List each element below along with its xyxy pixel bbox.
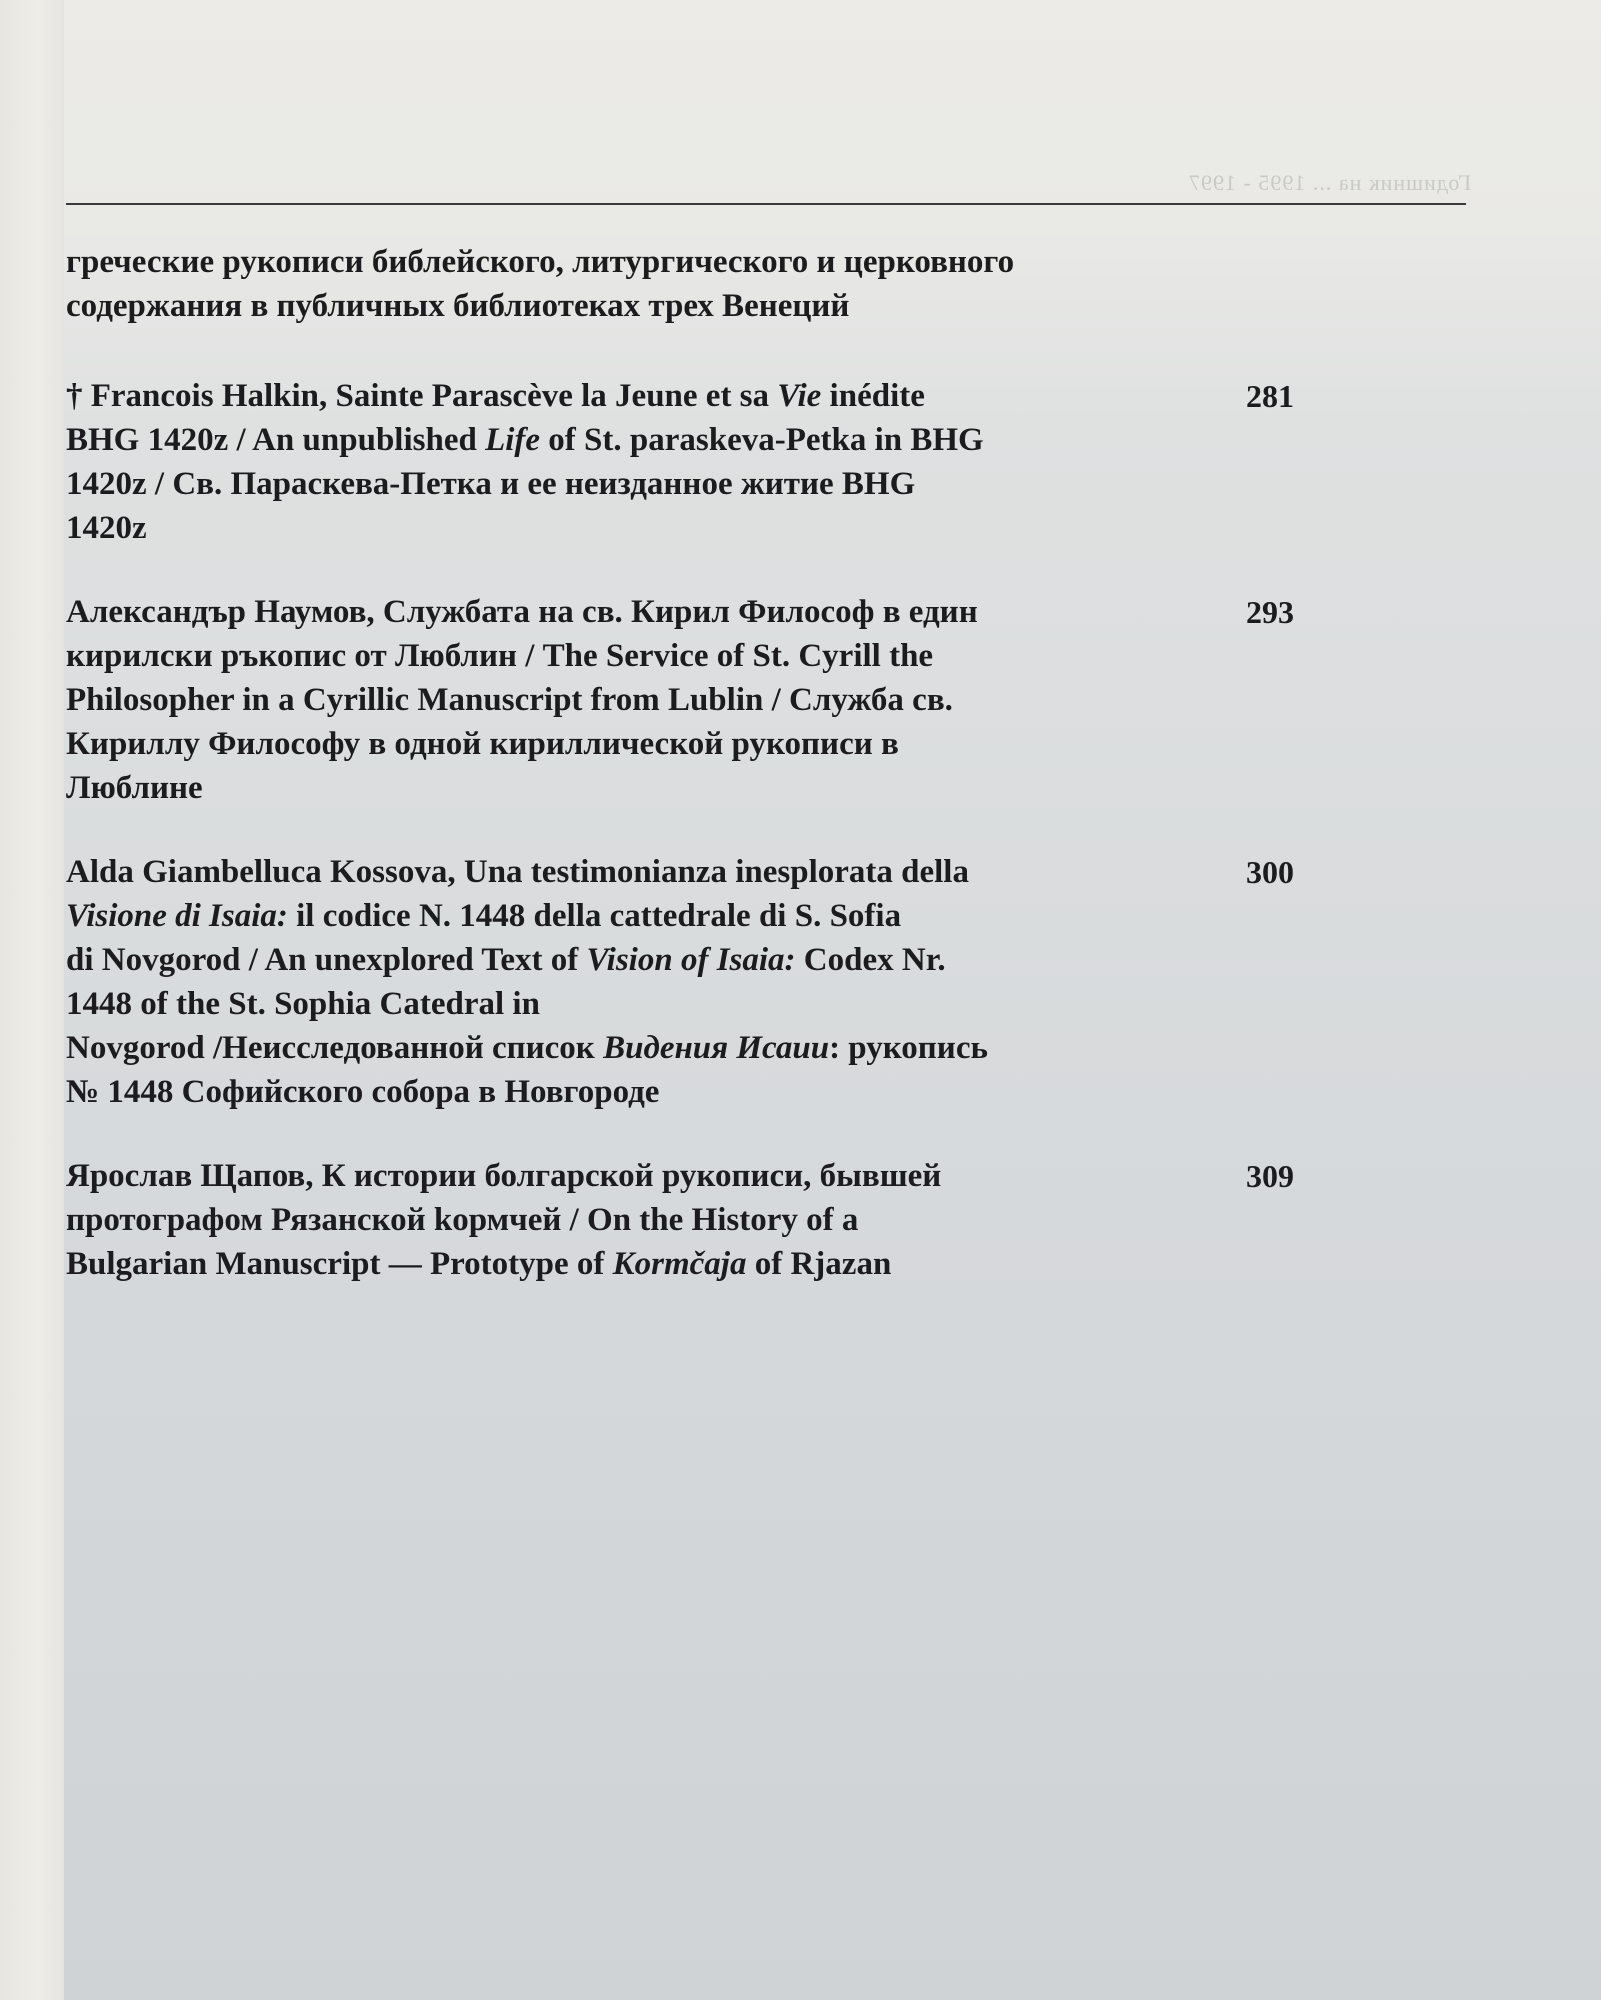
page-number: 281 (1246, 378, 1294, 414)
entry-text-run: 1420z (66, 510, 147, 546)
italic-title: Vision of Isaia: (586, 942, 796, 978)
entry-text-run: 1448 of the St. Sophia Catedral in (66, 986, 540, 1022)
entry-text (66, 374, 1176, 550)
entry-text-run: Codex Nr. (795, 942, 946, 978)
table-of-contents (66, 240, 1336, 1326)
entry-text-run: of Rjazan (746, 1246, 892, 1282)
entry-text-run: 1420z / Св. Параскева-Петка и ее неизданное житие BHG (66, 466, 916, 502)
entry-line (66, 1198, 1176, 1242)
entry-line: Philosopher in a Cyrillic Manuscript from Lublin / Служба св. (66, 682, 953, 718)
entry-line (66, 1242, 1176, 1286)
bleed-through-header: Годишник на ... 1995 - 1997 (1187, 170, 1471, 195)
page-edge (0, 0, 64, 2000)
entry-line (66, 1026, 1176, 1070)
toc-entry (66, 590, 1336, 810)
entry-text-run: Alda Giambelluca Kossova, Una testimonianza inesplorata della (66, 854, 969, 890)
entry-text-run: di Novgorod / An unexplored Text of (66, 942, 587, 978)
toc-entry (66, 240, 1336, 328)
entry-line (66, 1154, 1176, 1198)
toc-entry (66, 850, 1336, 1114)
entry-line (66, 462, 1176, 506)
entry-line (66, 1070, 1176, 1114)
entry-line (66, 850, 1176, 894)
italic-title: Kormčaja (612, 1246, 747, 1282)
entry-line: греческие рукописи библейского, литургического и церковного (66, 244, 1015, 280)
entry-text-run: № 1448 Софийского собора в Новгороде (66, 1074, 660, 1110)
toc-entry (66, 1154, 1336, 1286)
entry-line: содержания в публичных библиотеках трех Венеций (66, 288, 850, 324)
page-number: 293 (1246, 594, 1294, 630)
entry-line (66, 938, 1176, 982)
entry-line: кирилски ръкопис от Люблин / The Service of St. Cyrill the (66, 638, 934, 674)
page-number: 300 (1246, 854, 1294, 890)
entry-text (66, 240, 1176, 328)
italic-title: Vie (777, 378, 822, 414)
entry-line: Александър Наумов, Службата на св. Кирил Философ в един (66, 594, 978, 630)
header-rule (66, 203, 1466, 205)
toc-entry (66, 374, 1336, 550)
entry-text-run: inédite (821, 378, 925, 414)
entry-text-run: Novgorod /Неисследованной список (66, 1030, 604, 1066)
entry-text (66, 1154, 1176, 1286)
entry-text-run: of St. paraskeva-Petka in BHG (540, 422, 984, 458)
entry-line (66, 418, 1176, 462)
entry-text (66, 850, 1176, 1114)
entry-text-run: протографом Рязанской kормчей / On the History of a (66, 1202, 859, 1238)
page-number: 309 (1246, 1158, 1294, 1194)
entry-text-run: il codice N. 1448 della cattedrale di S. Sofia (287, 898, 902, 934)
entry-text-run: BHG 1420z / An unpublished (66, 422, 486, 458)
entry-text-run: : рукопись (829, 1030, 988, 1066)
italic-title: Life (485, 422, 541, 458)
italic-title: Видения Исаии (603, 1030, 830, 1066)
entry-text-run: † Francois Halkin, Sainte Parascève la Jeune et sa (66, 378, 778, 414)
entry-text-run: Bulgarian Manuscript — Prototype of (66, 1246, 613, 1282)
entry-line (66, 894, 1176, 938)
entry-line (66, 982, 1176, 1026)
entry-line (66, 506, 1176, 550)
entry-line (66, 374, 1176, 418)
italic-title: Visione di Isaia: (66, 898, 288, 934)
entry-line: Кириллу Философу в одной кириллической рукописи в (66, 726, 899, 762)
entry-text (66, 590, 1176, 810)
entry-line: Люблине (66, 770, 203, 806)
entry-text-run: Ярослав Щапов, К истории болгарской рукописи, бывшей (66, 1158, 942, 1194)
